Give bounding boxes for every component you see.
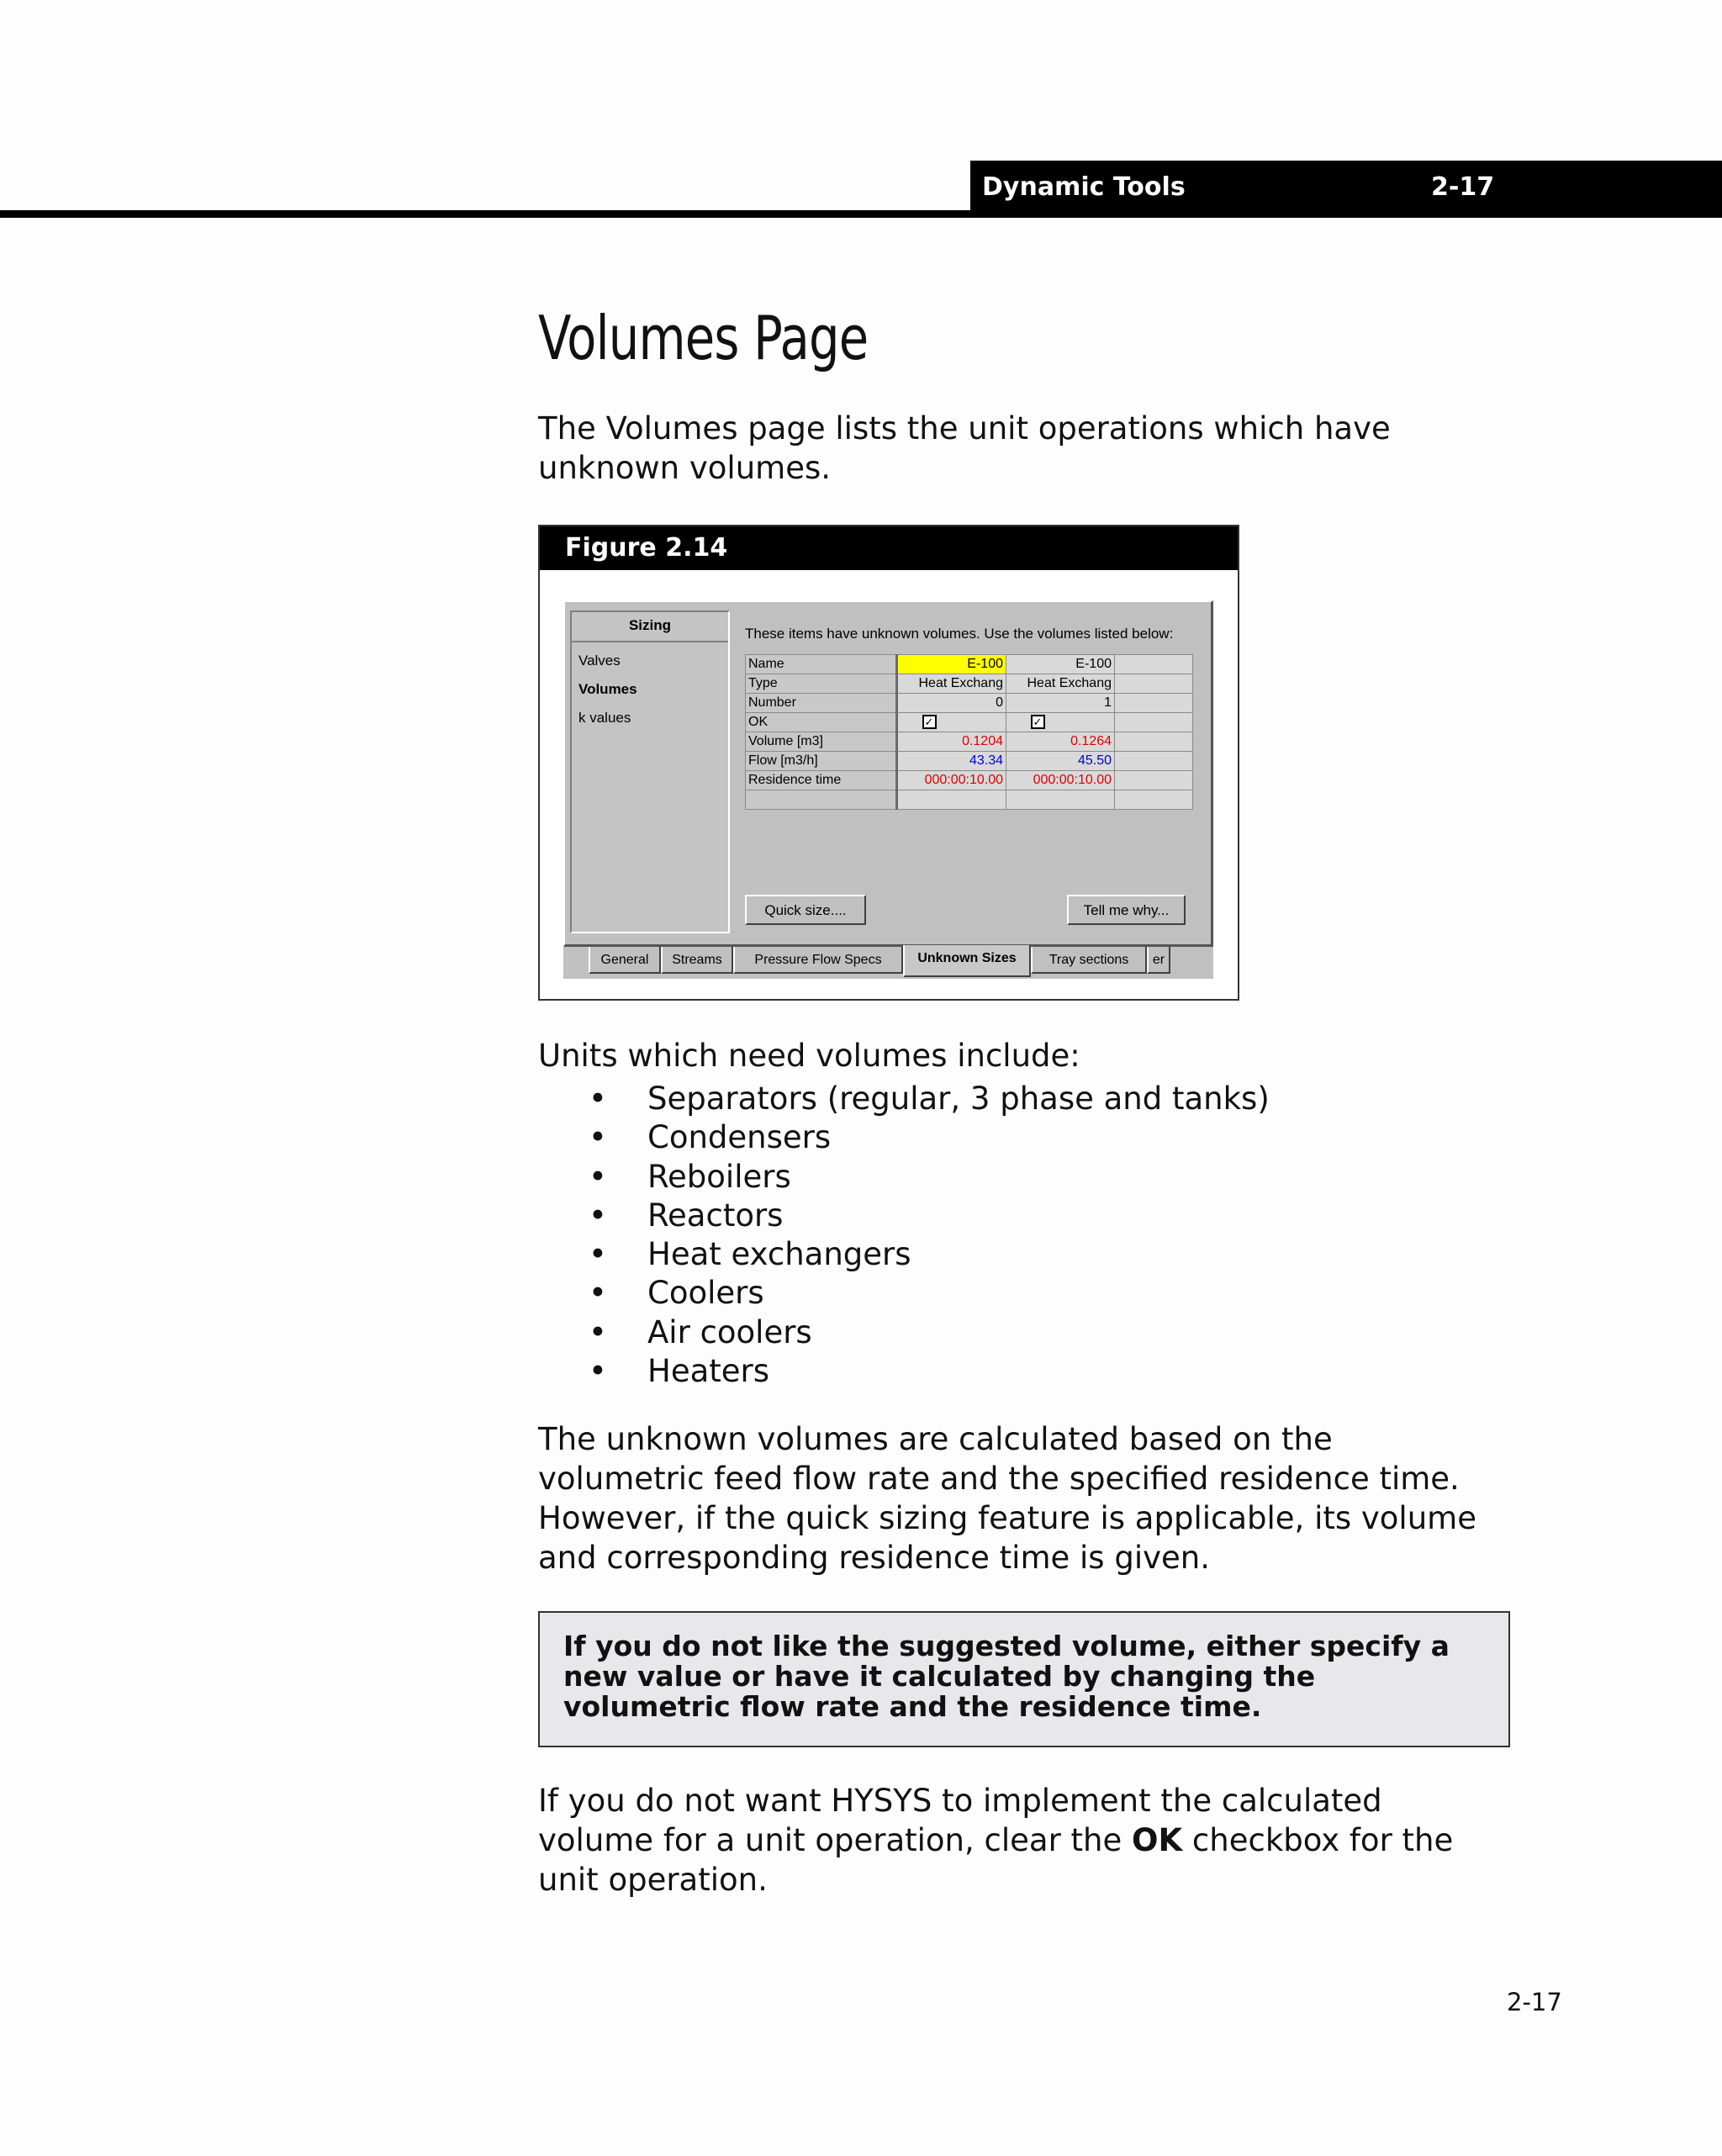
quick-size-button[interactable]: Quick size....	[745, 895, 866, 925]
ok-checkbox[interactable]: ✓	[922, 715, 937, 729]
row-label: Type	[746, 674, 897, 694]
header-page-number: 2-17	[1431, 172, 1495, 202]
grid-cell[interactable]: 0.1204	[897, 732, 1006, 752]
paragraph-text: checkbox for the unit operation.	[538, 1822, 1454, 1898]
grid-cell[interactable]: 000:00:10.00	[1006, 771, 1115, 790]
tab-streams[interactable]: Streams	[661, 947, 733, 974]
grid-cell[interactable]: Heat Exchang	[1006, 674, 1115, 694]
grid-cell[interactable]: 0	[897, 694, 1006, 713]
grid-cell[interactable]: 45.50	[1006, 752, 1115, 771]
table-row	[746, 655, 1193, 674]
row-label: Number	[746, 694, 897, 713]
grid-cell-empty[interactable]	[1115, 732, 1193, 752]
table-row	[746, 752, 1193, 771]
grid-cell-empty[interactable]	[1115, 674, 1193, 694]
grid-cell[interactable]: 1	[1006, 694, 1115, 713]
footer-page-number: 2-17	[1507, 1988, 1562, 2016]
ok-checkbox[interactable]: ✓	[1031, 715, 1045, 729]
row-label: Flow [m3/h]	[746, 752, 897, 771]
grid-cell[interactable]: Heat Exchang	[897, 674, 1006, 694]
unknown-volumes-prompt: These items have unknown volumes. Use the volumes listed below:	[745, 626, 1174, 642]
hysys-dialog	[563, 600, 1213, 979]
table-row	[746, 732, 1193, 752]
paragraph-text: If you do not want HYSYS to implement the calculated volume for a unit operation, clear the	[538, 1783, 1382, 1858]
calculation-paragraph: The unknown volumes are calculated based on the volumetric feed flow rate and the specified residence time. However, if the quick sizing feature is applicable, its volume and corresponding residence time is given.	[538, 1421, 1476, 1576]
grid-cell-empty[interactable]	[1115, 655, 1193, 674]
running-header	[970, 161, 1722, 218]
figure-label: Figure 2.14	[565, 533, 728, 563]
grid-cell-empty[interactable]	[1115, 790, 1193, 810]
row-label-empty	[746, 790, 897, 810]
grid-cell-empty[interactable]	[1115, 713, 1193, 732]
row-label: Name	[746, 655, 897, 674]
grid-cell[interactable]: E-100	[1006, 655, 1115, 674]
table-row	[746, 790, 1193, 810]
ok-keyword: OK	[1132, 1822, 1183, 1858]
grid-cell-empty[interactable]	[1006, 790, 1115, 810]
table-row	[746, 674, 1193, 694]
grid-cell[interactable]: 000:00:10.00	[897, 771, 1006, 790]
sidebar-item-k-values[interactable]: k values	[578, 710, 631, 726]
row-label: Volume [m3]	[746, 732, 897, 752]
grid-cell[interactable]: 43.34	[897, 752, 1006, 771]
tab-tray-sections[interactable]: Tray sections	[1031, 947, 1147, 974]
grid-cell[interactable]: E-100	[897, 655, 1006, 674]
sidebar-title: Sizing	[572, 612, 728, 642]
grid-cell-empty[interactable]	[1115, 694, 1193, 713]
grid-cell	[1006, 713, 1115, 732]
page-title: Volumes Page	[538, 303, 869, 373]
grid-cell-empty[interactable]	[1115, 752, 1193, 771]
figure-caption-bar	[540, 526, 1238, 570]
note-box	[538, 1611, 1510, 1747]
table-row	[746, 771, 1193, 790]
tab-general[interactable]: General	[589, 947, 661, 974]
grid-cell	[897, 713, 1006, 732]
tab-pressure-flow-specs[interactable]: Pressure Flow Specs	[733, 947, 903, 974]
tab-unknown-sizes[interactable]: Unknown Sizes	[903, 945, 1031, 977]
sizing-sidebar	[570, 610, 730, 933]
row-label: Residence time	[746, 771, 897, 790]
tab-truncated[interactable]: er	[1147, 947, 1170, 974]
header-section-title: Dynamic Tools	[982, 172, 1186, 202]
tell-me-why-button[interactable]: Tell me why...	[1067, 895, 1186, 925]
grid-cell-empty[interactable]	[897, 790, 1006, 810]
note-text: If you do not like the suggested volume, either specify a new value or have it calculated by changing the volumetric flow rate and the residence time.	[563, 1630, 1450, 1723]
table-row	[746, 694, 1193, 713]
sidebar-item-volumes[interactable]: Volumes	[578, 681, 637, 697]
volumes-grid	[745, 654, 1193, 810]
ok-checkbox-paragraph	[538, 1781, 1505, 1900]
units-intro: Units which need volumes include:	[538, 1038, 1080, 1074]
grid-cell-empty[interactable]	[1115, 771, 1193, 790]
sidebar-item-valves[interactable]: Valves	[578, 653, 621, 668]
figure-2-14	[538, 525, 1239, 1001]
row-label: OK	[746, 713, 897, 732]
intro-paragraph: The Volumes page lists the unit operations which have unknown volumes.	[538, 410, 1391, 486]
table-row	[746, 713, 1193, 732]
grid-cell[interactable]: 0.1264	[1006, 732, 1115, 752]
